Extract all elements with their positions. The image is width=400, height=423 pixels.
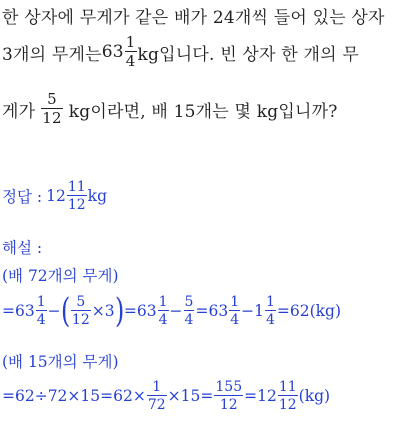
- fraction: $\frac{5}{12}$: [42, 90, 62, 128]
- question-text-3-pre: 게가: [2, 101, 36, 122]
- question-line-2: [2, 35, 359, 69]
- question-text-3-post: kg이라면, 배 15개는 몇 kg입니까?: [68, 101, 338, 122]
- question-text-1: 한 상자에 무게가 같은 배가 24개씩 들어 있는 상자: [2, 8, 385, 28]
- fraction: $\frac{5}{12}$: [71, 293, 90, 329]
- explanation-label-line: [2, 236, 42, 258]
- question-line-1: [2, 3, 385, 28]
- step1-title-line: [2, 264, 119, 286]
- left-paren: (: [60, 291, 70, 331]
- answer-fraction: $\frac{11}{12}$: [67, 179, 86, 214]
- right-paren: ): [114, 291, 124, 331]
- question-line-3: [2, 92, 338, 126]
- step2-title: (배 15개의 무게): [2, 353, 119, 371]
- answer-unit: kg: [87, 187, 107, 206]
- step2-title-line: [2, 350, 119, 372]
- step2-equation: =62÷72×15=62× $\frac{1}{72}$ ×15= $\frac{155}{12}$ =12 $\frac{11}{12}$ (kg): [2, 379, 331, 414]
- answer-line: [2, 180, 107, 212]
- fraction: $\frac{1}{4}$: [158, 293, 168, 329]
- fraction: $\frac{1}{4}$: [36, 293, 46, 329]
- fraction: $\frac{1}{72}$: [147, 379, 166, 414]
- answer-whole: 12: [46, 187, 66, 206]
- mixed-whole: 63: [101, 42, 124, 63]
- fraction: $\frac{11}{12}$: [278, 379, 297, 414]
- fraction: $\frac{1}{4}$: [125, 33, 136, 71]
- step1-title: (배 72개의 무게): [2, 267, 119, 285]
- fraction: $\frac{1}{4}$: [265, 293, 275, 329]
- answer-label: 정답 :: [2, 188, 43, 207]
- question-text-2-post: kg입니다. 빈 상자 한 개의 무: [137, 44, 359, 65]
- step1-equation: = 63 $\frac{1}{4}$ − ( $\frac{5}{12}$ ×3 ) = 63 $\frac{1}{4}$ − $\frac{5}{4}$ = 63 $\frac{1}{4}$ − 1 $\frac{1}{4}$ =62(kg): [2, 291, 342, 331]
- fraction: $\frac{155}{12}$: [215, 379, 243, 414]
- fraction: $\frac{5}{4}$: [184, 293, 194, 329]
- explanation-label: 해설 :: [2, 239, 43, 257]
- fraction: $\frac{1}{4}$: [230, 293, 240, 329]
- question-text-2-pre: 3개의 무게는: [2, 44, 102, 65]
